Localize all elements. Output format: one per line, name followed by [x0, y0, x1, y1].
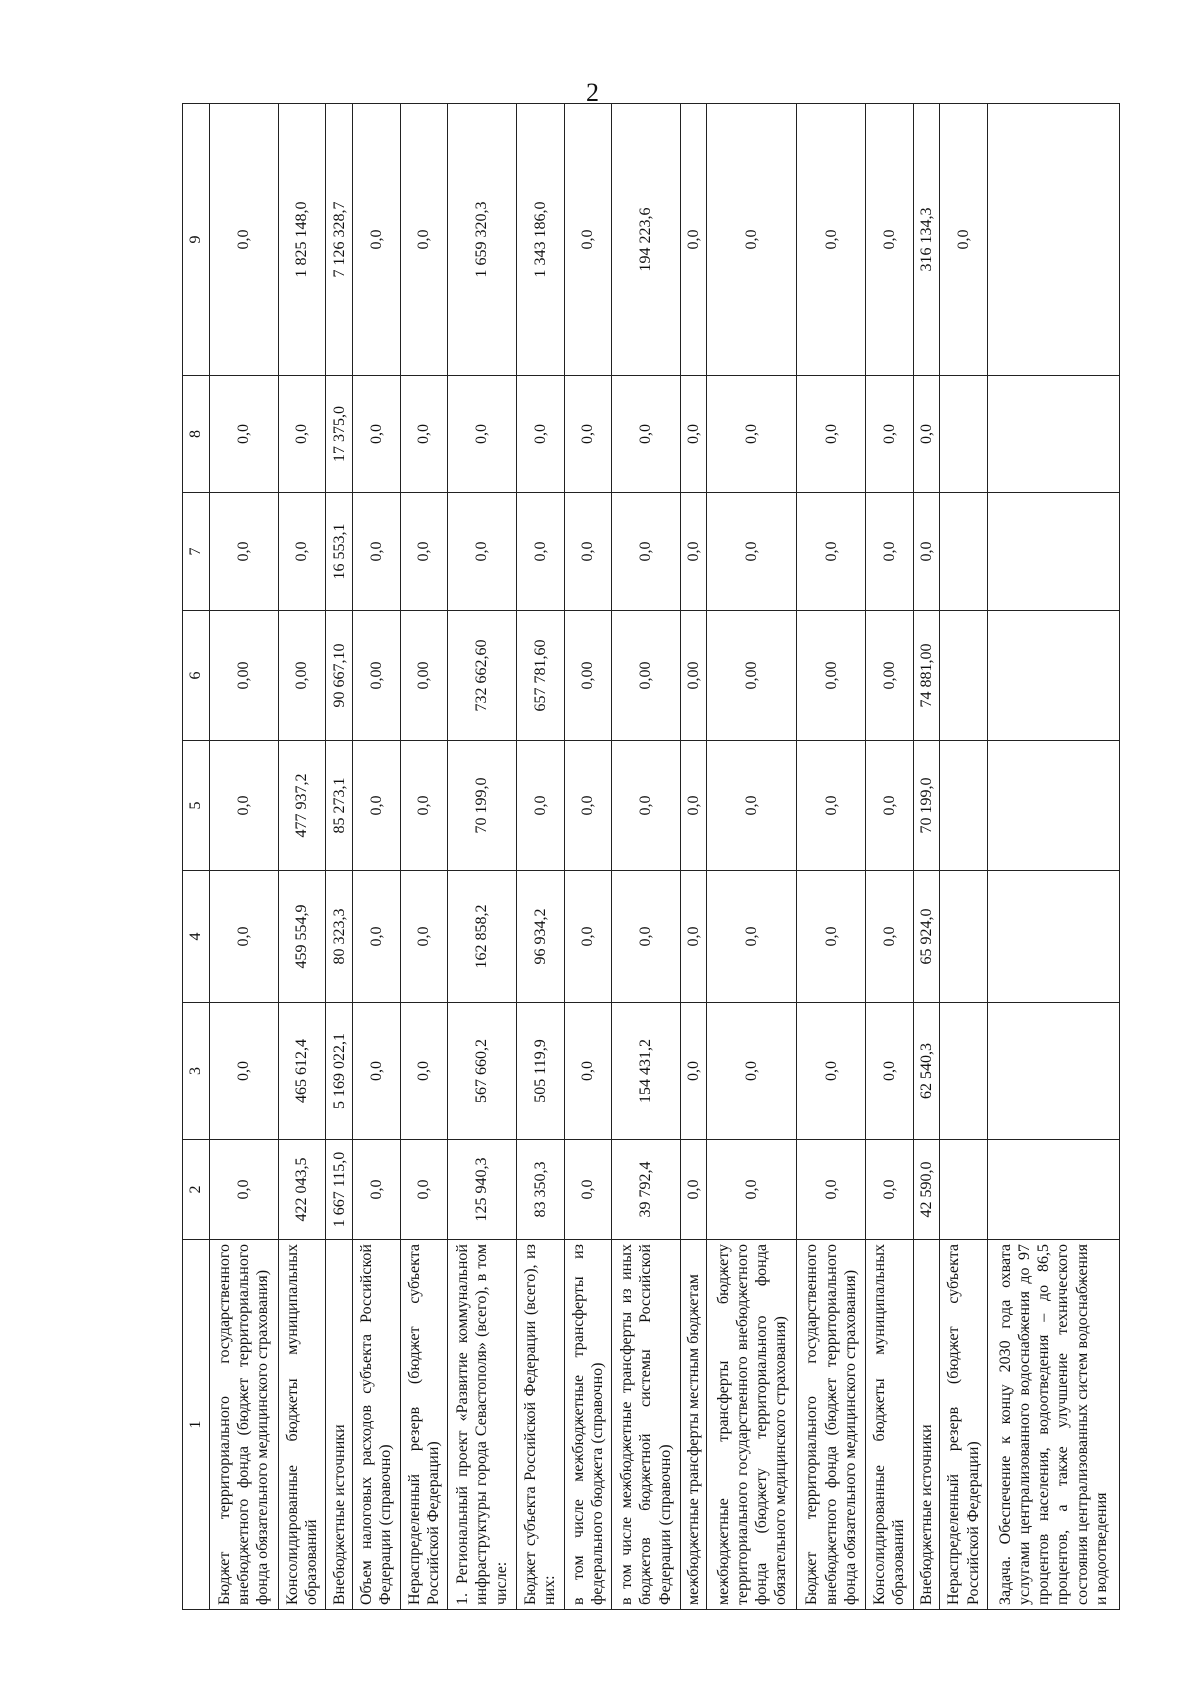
value-cell: 0,0 — [680, 871, 707, 1003]
value-cell: 0,0 — [448, 376, 517, 493]
value-cell: 0,0 — [707, 104, 797, 376]
table-row — [352, 104, 400, 1610]
value-cell: 17 375,0 — [326, 376, 353, 493]
value-cell: 0,0 — [400, 1003, 448, 1140]
value-cell: 0,0 — [680, 493, 707, 611]
value-cell: 5 169 022,1 — [326, 1003, 353, 1140]
row-label: Объем налоговых расходов субъекта Российской Федерации (справочно) — [352, 1240, 400, 1610]
value-cell: 0,0 — [680, 1140, 707, 1240]
table-row — [564, 104, 612, 1610]
value-cell — [987, 1003, 1119, 1140]
table-row — [940, 104, 988, 1610]
row-label: в том числе межбюджетные трансферты из федерального бюджета (справочно) — [564, 1240, 612, 1610]
value-cell: 0,0 — [612, 493, 681, 611]
value-cell — [940, 611, 988, 741]
value-cell: 0,0 — [680, 741, 707, 871]
table-row — [278, 104, 326, 1610]
row-label: межбюджетные трансферты бюджету территориального государственного внебюджетного фонда (бюджету территориального фонда обязательного медицинского страхования) — [707, 1240, 797, 1610]
row-label: Консолидированные бюджеты муниципальных образований — [278, 1240, 326, 1610]
column-header: 3 — [183, 1003, 210, 1140]
value-cell: 0,0 — [913, 376, 940, 493]
table-row — [797, 104, 866, 1610]
value-cell: 0,0 — [210, 741, 279, 871]
value-cell: 162 858,2 — [448, 871, 517, 1003]
value-cell: 0,00 — [564, 611, 612, 741]
value-cell: 39 792,4 — [612, 1140, 681, 1240]
value-cell: 0,0 — [278, 493, 326, 611]
table-row — [326, 104, 353, 1610]
value-cell: 0,0 — [210, 871, 279, 1003]
value-cell: 0,00 — [400, 611, 448, 741]
table-row — [707, 104, 797, 1610]
value-cell: 0,0 — [516, 493, 564, 611]
value-cell: 0,0 — [516, 376, 564, 493]
value-cell: 0,00 — [278, 611, 326, 741]
value-cell: 90 667,10 — [326, 611, 353, 741]
value-cell: 85 273,1 — [326, 741, 353, 871]
rotated-table-area — [182, 104, 1120, 1610]
column-header: 7 — [183, 493, 210, 611]
value-cell: 0,0 — [866, 376, 914, 493]
table-row — [400, 104, 448, 1610]
value-cell: 0,0 — [564, 1003, 612, 1140]
value-cell: 0,0 — [680, 376, 707, 493]
value-cell: 0,0 — [210, 104, 279, 376]
value-cell: 0,0 — [352, 1140, 400, 1240]
value-cell: 0,0 — [564, 741, 612, 871]
column-header: 1 — [183, 1240, 210, 1610]
row-label: Консолидированные бюджеты муниципальных образований — [866, 1240, 914, 1610]
budget-table — [182, 103, 1120, 1610]
row-label: Нераспределенный резерв (бюджет субъекта Российской Федерации) — [400, 1240, 448, 1610]
value-cell: 62 540,3 — [913, 1003, 940, 1140]
row-label: Задача. Обеспечение к концу 2030 года охвата услугами централизованного водоснабжения до 97 процентов населения, водоотведения – до 86,5 процентов, а также улучшение технического состояния централизованных систем водоснабжения и водоотведения — [987, 1240, 1119, 1610]
table-row — [866, 104, 914, 1610]
value-cell: 477 937,2 — [278, 741, 326, 871]
value-cell: 465 612,4 — [278, 1003, 326, 1140]
value-cell: 0,0 — [352, 741, 400, 871]
value-cell: 0,0 — [400, 376, 448, 493]
value-cell: 0,0 — [210, 493, 279, 611]
row-label: Нераспределенный резерв (бюджет субъекта Российской Федерации) — [940, 1240, 988, 1610]
row-label: Бюджет территориального государственного внебюджетного фонда (бюджет территориального фонда обязательного медицинского страхования) — [210, 1240, 279, 1610]
value-cell — [987, 1140, 1119, 1240]
value-cell: 83 350,3 — [516, 1140, 564, 1240]
page-number: 2 — [586, 78, 599, 107]
value-cell: 96 934,2 — [516, 871, 564, 1003]
value-cell: 0,0 — [707, 1140, 797, 1240]
value-cell: 0,0 — [400, 741, 448, 871]
value-cell — [987, 871, 1119, 1003]
value-cell — [940, 376, 988, 493]
value-cell: 0,0 — [516, 741, 564, 871]
value-cell — [987, 104, 1119, 376]
value-cell: 0,00 — [352, 611, 400, 741]
value-cell: 154 431,2 — [612, 1003, 681, 1140]
value-cell: 1 825 148,0 — [278, 104, 326, 376]
value-cell: 0,0 — [797, 493, 866, 611]
value-cell: 0,0 — [797, 741, 866, 871]
value-cell: 0,0 — [210, 1003, 279, 1140]
value-cell: 1 659 320,3 — [448, 104, 517, 376]
row-label: 1. Региональный проект «Развитие коммунальной инфраструктуры города Севастополя» (всего), в том числе: — [448, 1240, 517, 1610]
table-row — [516, 104, 564, 1610]
value-cell: 0,0 — [940, 104, 988, 376]
value-cell: 0,0 — [913, 493, 940, 611]
value-cell: 70 199,0 — [448, 741, 517, 871]
value-cell: 0,0 — [797, 376, 866, 493]
value-cell: 459 554,9 — [278, 871, 326, 1003]
value-cell: 0,00 — [680, 611, 707, 741]
table-row — [448, 104, 517, 1610]
value-cell: 567 660,2 — [448, 1003, 517, 1140]
value-cell: 0,00 — [210, 611, 279, 741]
value-cell: 0,0 — [866, 493, 914, 611]
column-header: 2 — [183, 1140, 210, 1240]
value-cell: 0,0 — [564, 104, 612, 376]
value-cell: 0,0 — [866, 1003, 914, 1140]
value-cell: 0,0 — [707, 376, 797, 493]
value-cell: 0,0 — [564, 493, 612, 611]
value-cell: 0,0 — [400, 493, 448, 611]
value-cell — [987, 376, 1119, 493]
table-row — [210, 104, 279, 1610]
value-cell: 0,0 — [612, 871, 681, 1003]
table-row — [913, 104, 940, 1610]
value-cell: 505 119,9 — [516, 1003, 564, 1140]
value-cell: 0,0 — [707, 871, 797, 1003]
value-cell: 316 134,3 — [913, 104, 940, 376]
value-cell: 0,0 — [352, 376, 400, 493]
value-cell: 0,0 — [707, 493, 797, 611]
value-cell: 16 553,1 — [326, 493, 353, 611]
value-cell — [940, 1003, 988, 1140]
column-number-row — [183, 104, 210, 1610]
value-cell: 0,0 — [352, 493, 400, 611]
value-cell: 657 781,60 — [516, 611, 564, 741]
value-cell: 0,00 — [612, 611, 681, 741]
value-cell: 0,0 — [866, 1140, 914, 1240]
table-row — [987, 104, 1119, 1610]
value-cell: 125 940,3 — [448, 1140, 517, 1240]
value-cell: 0,00 — [866, 611, 914, 741]
value-cell: 0,0 — [352, 1003, 400, 1140]
value-cell: 0,0 — [564, 1140, 612, 1240]
column-header: 4 — [183, 871, 210, 1003]
value-cell: 0,0 — [797, 1003, 866, 1140]
row-label: межбюджетные трансферты местным бюджетам — [680, 1240, 707, 1610]
value-cell: 0,0 — [352, 104, 400, 376]
column-header: 5 — [183, 741, 210, 871]
value-cell: 70 199,0 — [913, 741, 940, 871]
row-label: Внебюджетные источники — [326, 1240, 353, 1610]
value-cell: 0,0 — [400, 104, 448, 376]
column-header: 6 — [183, 611, 210, 741]
value-cell: 0,0 — [612, 741, 681, 871]
value-cell: 0,0 — [797, 871, 866, 1003]
value-cell: 732 662,60 — [448, 611, 517, 741]
row-label: в том числе межбюджетные трансферты из иных бюджетов бюджетной системы Российской Федерации (справочно) — [612, 1240, 681, 1610]
value-cell — [940, 741, 988, 871]
value-cell: 74 881,00 — [913, 611, 940, 741]
value-cell: 0,0 — [564, 871, 612, 1003]
value-cell — [940, 871, 988, 1003]
value-cell: 7 126 328,7 — [326, 104, 353, 376]
value-cell: 0,0 — [352, 871, 400, 1003]
value-cell: 0,0 — [707, 741, 797, 871]
value-cell: 194 223,6 — [612, 104, 681, 376]
value-cell: 0,0 — [448, 493, 517, 611]
table-body — [210, 104, 1120, 1610]
value-cell: 1 667 115,0 — [326, 1140, 353, 1240]
value-cell: 0,0 — [210, 1140, 279, 1240]
value-cell: 0,0 — [564, 376, 612, 493]
value-cell: 0,0 — [278, 376, 326, 493]
value-cell: 0,0 — [866, 871, 914, 1003]
value-cell: 65 924,0 — [913, 871, 940, 1003]
value-cell: 0,0 — [210, 376, 279, 493]
value-cell: 80 323,3 — [326, 871, 353, 1003]
value-cell: 0,0 — [612, 376, 681, 493]
value-cell: 0,0 — [707, 1003, 797, 1140]
column-header: 8 — [183, 376, 210, 493]
value-cell: 0,0 — [680, 104, 707, 376]
value-cell: 0,0 — [400, 1140, 448, 1240]
rotated-table-frame — [182, 104, 1120, 1610]
value-cell — [987, 493, 1119, 611]
value-cell: 0,0 — [680, 1003, 707, 1140]
value-cell: 0,0 — [866, 104, 914, 376]
row-label: Бюджет территориального государственного внебюджетного фонда (бюджет территориального фонда обязательного медицинского страхования) — [797, 1240, 866, 1610]
value-cell: 422 043,5 — [278, 1140, 326, 1240]
value-cell: 0,00 — [797, 611, 866, 741]
value-cell: 0,0 — [400, 871, 448, 1003]
value-cell: 0,0 — [797, 104, 866, 376]
table-row — [612, 104, 681, 1610]
value-cell: 0,00 — [707, 611, 797, 741]
column-header: 9 — [183, 104, 210, 376]
value-cell — [987, 611, 1119, 741]
value-cell: 1 343 186,0 — [516, 104, 564, 376]
value-cell: 0,0 — [797, 1140, 866, 1240]
value-cell — [940, 493, 988, 611]
value-cell: 42 590,0 — [913, 1140, 940, 1240]
row-label: Бюджет субъекта Российской Федерации (всего), из них: — [516, 1240, 564, 1610]
row-label: Внебюджетные источники — [913, 1240, 940, 1610]
table-row — [680, 104, 707, 1610]
value-cell: 0,0 — [866, 741, 914, 871]
value-cell — [987, 741, 1119, 871]
value-cell — [940, 1140, 988, 1240]
